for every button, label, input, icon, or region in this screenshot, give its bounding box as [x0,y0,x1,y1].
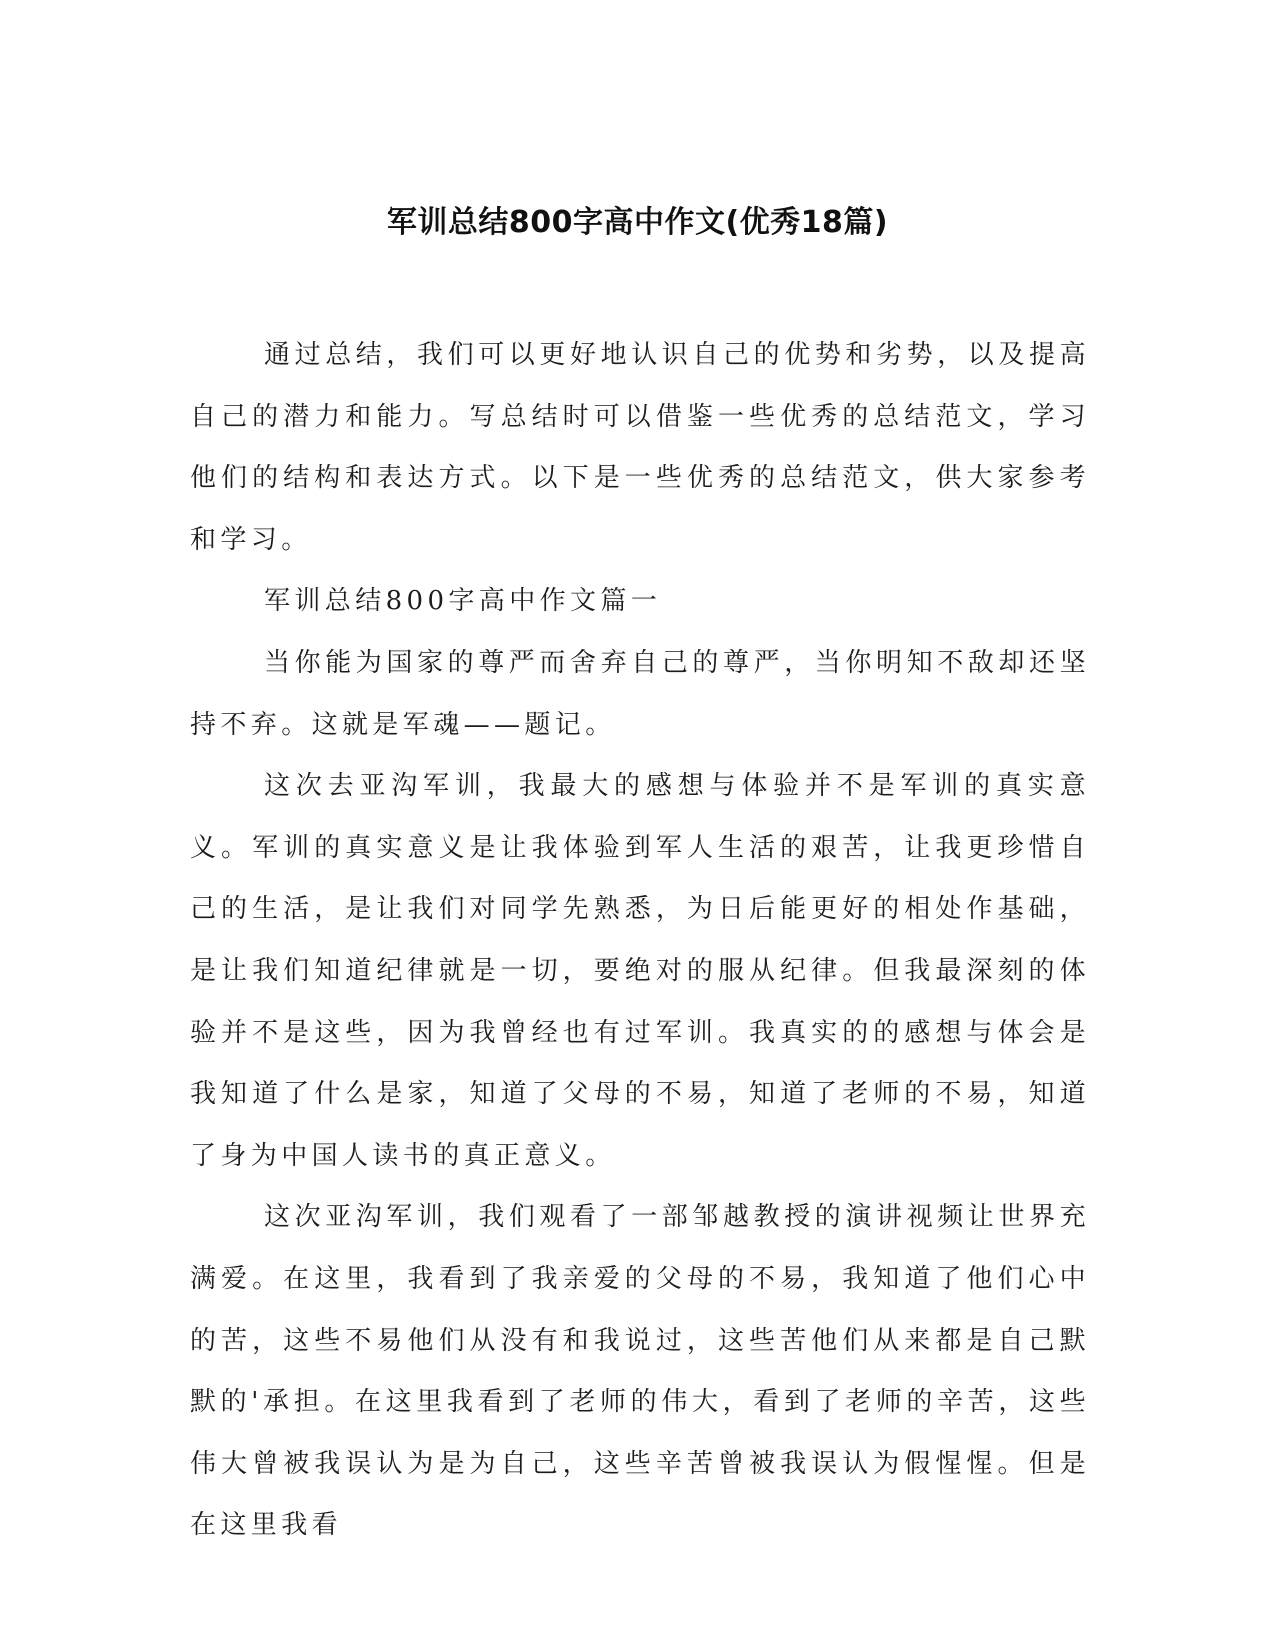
body-paragraph: 这次亚沟军训，我们观看了一部邹越教授的演讲视频让世界充满爱。在这里，我看到了我亲爱的父母的不易，我知道了他们心中的苦，这些不易他们从没有和我说过，这些苦他们从来都是自己默默的'承担。在这里我看到了老师的伟大，看到了老师的辛苦，这些伟大曾被我误认为是为自己，这些辛苦曾被我误认为假惺惺。但是在这里我看 [190,1202,1090,1541]
intro-paragraph: 通过总结，我们可以更好地认识自己的优势和劣势，以及提高自己的潜力和能力。写总结时可以借鉴一些优秀的总结范文，学习他们的结构和表达方式。以下是一些优秀的总结范文，供大家参考和学习。 [190,340,1090,555]
epigraph-paragraph: 当你能为国家的尊严而舍弃自己的尊严，当你明知不敌却还坚持不弃。这就是军魂——题记。 [190,647,1090,740]
document-title: 军训总结800字高中作文(优秀18篇) [386,205,889,240]
section-heading: 军训总结800字高中作文篇一 [264,586,662,617]
document-body [190,325,1090,1557]
body-paragraph: 这次去亚沟军训，我最大的感想与体验并不是军训的真实意义。军训的真实意义是让我体验到军人生活的艰苦，让我更珍惜自己的生活，是让我们对同学先熟悉，为日后能更好的相处作基础，是让我们知道纪律就是一切，要绝对的服从纪律。但我最深刻的体验并不是这些，因为我曾经也有过军训。我真实的的感想与体会是我知道了什么是家，知道了父母的不易，知道了老师的不易，知道了身为中国人读书的真正意义。 [190,771,1090,1171]
